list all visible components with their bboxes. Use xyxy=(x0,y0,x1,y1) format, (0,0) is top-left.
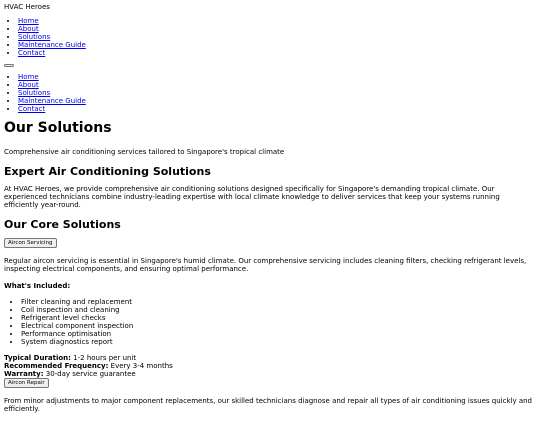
repair-description: From minor adjustments to major component replacements, our skilled technicians diagnose and repair all types of air conditioning issues quickly and efficiently. xyxy=(4,397,532,414)
included-item: • Filter cleaning and replacement xyxy=(21,298,536,306)
nav-link-maintenance-guide[interactable]: Maintenance Guide xyxy=(18,41,86,50)
nav-link-solutions[interactable]: Solutions xyxy=(18,33,51,42)
included-list xyxy=(4,298,536,346)
warranty-label: Warranty: xyxy=(4,370,44,379)
mobile-nav-link-maintenance-guide[interactable]: Maintenance Guide xyxy=(18,97,86,106)
duration-label: Typical Duration: xyxy=(4,354,71,363)
frequency-row xyxy=(4,362,536,370)
frequency-label: Recommended Frequency: xyxy=(4,362,109,371)
mobile-nav-link-solutions[interactable]: Solutions xyxy=(18,89,51,98)
servicing-description: Regular aircon servicing is essential in Singapore's humid climate. Our comprehensive servicing includes cleaning filters, checking refrigerant levels, inspecting electrical components, and ensuring optimal performance. xyxy=(4,257,527,274)
nav-link-home[interactable]: Home xyxy=(18,17,39,26)
nav-item-home xyxy=(18,17,536,25)
included-heading: What's Included: xyxy=(4,282,71,291)
included-item: • Refrigerant level checks xyxy=(21,314,536,322)
mobile-nav-item-home xyxy=(18,73,536,81)
nav-item-about xyxy=(18,25,536,33)
menu-toggle-button[interactable] xyxy=(4,64,14,67)
intro-text: At HVAC Heroes, we provide comprehensive air conditioning solutions designed specifically for Singapore's demanding tropical climate. Our experienced technicians combine industry-leading expertise with local climate knowledge to deliver services that keep your systems running efficiently year-round. xyxy=(4,185,500,210)
aircon-servicing-button[interactable]: Aircon Servicing xyxy=(4,238,57,248)
warranty-value: 30-day service guarantee xyxy=(45,370,136,379)
duration-value: 1-2 hours per unit xyxy=(73,354,137,363)
primary-nav xyxy=(4,17,536,57)
included-item: • Electrical component inspection xyxy=(21,322,536,330)
nav-item-maintenance-guide xyxy=(18,41,536,49)
mobile-nav-link-contact[interactable]: Contact xyxy=(18,105,46,114)
warranty-row xyxy=(4,370,536,378)
nav-link-contact[interactable]: Contact xyxy=(18,49,46,58)
intro-heading: Expert Air Conditioning Solutions xyxy=(4,165,211,179)
nav-link-about[interactable]: About xyxy=(18,25,39,34)
mobile-nav-item-solutions xyxy=(18,89,536,97)
page-title: Our Solutions xyxy=(4,120,112,137)
mobile-nav-link-about[interactable]: About xyxy=(18,81,39,90)
mobile-nav-link-home[interactable]: Home xyxy=(18,73,39,82)
core-solutions-heading: Our Core Solutions xyxy=(4,218,121,232)
mobile-nav-item-about xyxy=(18,81,536,89)
mobile-nav-item-contact xyxy=(18,105,536,113)
included-item: • System diagnostics report xyxy=(21,338,536,346)
included-item: • Coil inspection and cleaning xyxy=(21,306,536,314)
mobile-nav-item-maintenance-guide xyxy=(18,97,536,105)
aircon-repair-button[interactable]: Aircon Repair xyxy=(4,378,49,388)
page xyxy=(4,3,536,422)
nav-item-contact xyxy=(18,49,536,57)
frequency-value: Every 3-4 months xyxy=(110,362,173,371)
brand-name: HVAC Heroes xyxy=(4,3,50,11)
nav-item-solutions xyxy=(18,33,536,41)
mobile-nav xyxy=(4,73,536,113)
included-item: • Performance optimisation xyxy=(21,330,536,338)
duration-row xyxy=(4,354,536,362)
page-subtitle: Comprehensive air conditioning services tailored to Singapore's tropical climate xyxy=(4,148,285,157)
